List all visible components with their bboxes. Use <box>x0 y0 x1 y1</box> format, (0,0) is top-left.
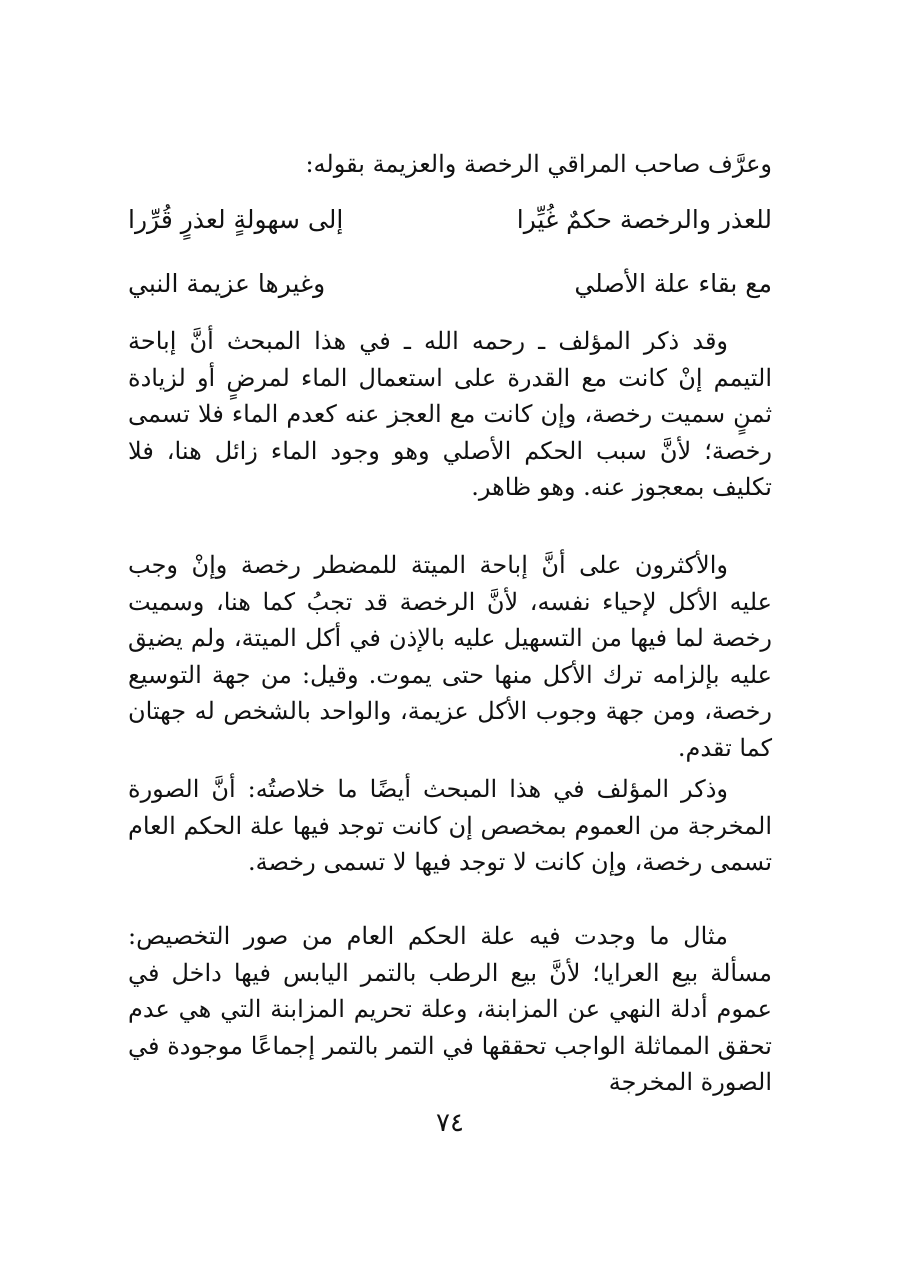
paragraph-mukhassas: وذكر المؤلف في هذا المبحث أيضًا ما خلاصتُه: أنَّ الصورة المخرجة من العموم بمخصص إن كانت توجد فيها علة الحكم العام تسمى رخصة، وإن كانت لا توجد فيها لا تسمى رخصة. <box>128 775 772 876</box>
page-number: ٧٤ <box>436 1108 464 1138</box>
paragraph-tayammum: وقد ذكر المؤلف ـ رحمه الله ـ في هذا المبحث أنَّ إباحة التيمم إنْ كانت مع القدرة على استعمال الماء لمرضٍ أو لزيادة ثمنٍ سميت رخصة، وإن كانت مع العجز عنه كعدم الماء فلا تسمى رخصة؛ لأنَّ سبب الحكم الأصلي وهو وجود الماء زائل هنا، فلا تكليف بمعجوز عنه. وهو ظاهر. <box>128 327 772 501</box>
verse-line-1 <box>128 198 772 242</box>
paragraph-araya-example: مثال ما وجدت فيه علة الحكم العام من صور التخصيص: مسألة بيع العرايا؛ لأنَّ بيع الرطب بالتمر اليابس فيها داخل في عموم أدلة النهي عن المزابنة، وعلة تحريم المزابنة التي هي عدم تحقق المماثلة الواجب تحققها في التمر بالتمر إجماعًا موجودة في الصورة المخرجة <box>128 922 772 1096</box>
verse-2-first-hemistich: مع بقاء علة الأصلي <box>574 269 772 298</box>
intro-line: وعرَّف صاحب المراقي الرخصة والعزيمة بقوله: <box>305 150 772 178</box>
verse-2-second-hemistich: وغيرها عزيمة النبي <box>128 269 326 298</box>
verse-line-2 <box>128 262 772 306</box>
paragraph-mayta: والأكثرون على أنَّ إباحة الميتة للمضطر رخصة وإنْ وجب عليه الأكل لإحياء نفسه، لأنَّ الرخصة قد تجبُ كما هنا، وسميت رخصة لما فيها من التسهيل عليه بالإذن في أكل الميتة، ولم يضيق عليه بإلزامه ترك الأكل منها حتى يموت. وقيل: من جهة التوسيع رخصة، ومن جهة وجوب الأكل عزيمة، والواحد بالشخص له جهتان كما تقدم. <box>128 551 772 762</box>
verse-1-second-hemistich: إلى سهولةٍ لعذرٍ قُرِّرا <box>128 205 344 234</box>
verse-1-first-hemistich: للعذر والرخصة حكمٌ غُيِّرا <box>516 205 772 234</box>
